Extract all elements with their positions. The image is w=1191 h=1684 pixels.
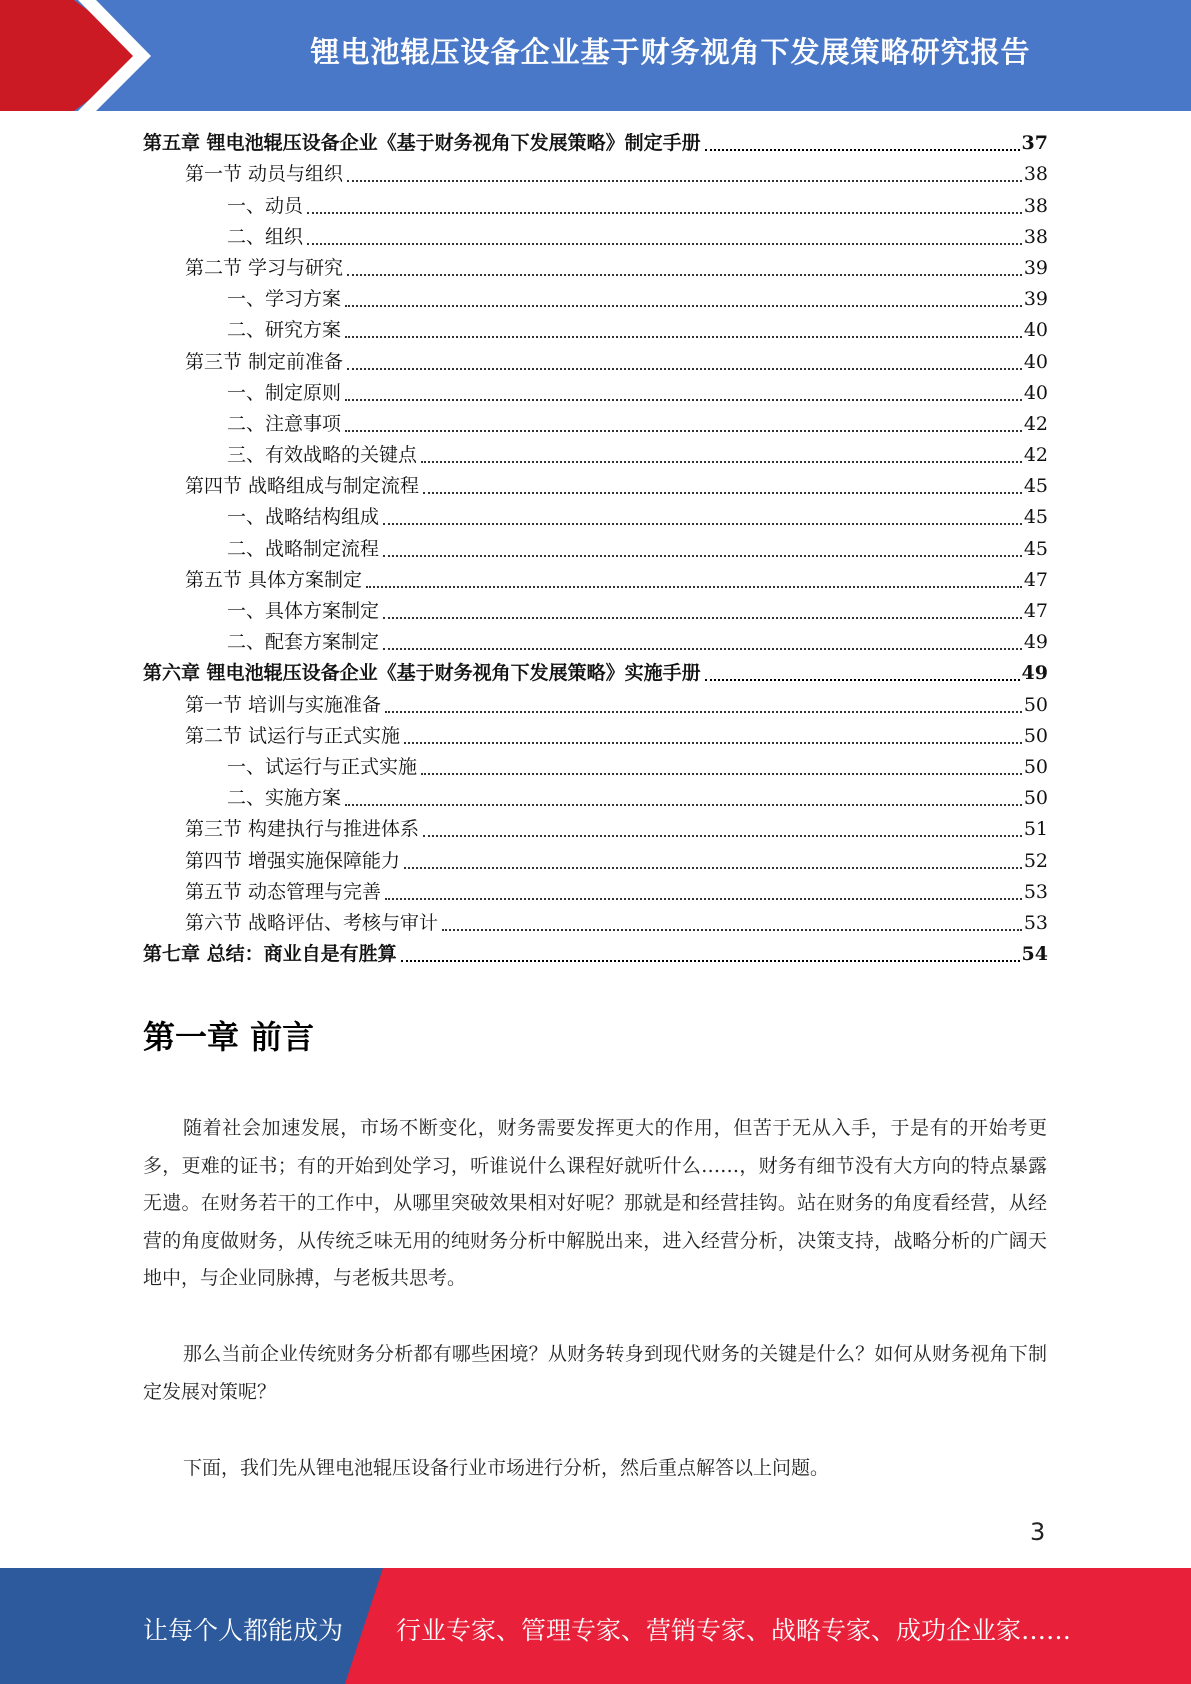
toc-entry-page: 47 [1023,568,1048,591]
toc-entry-page: 42 [1023,444,1048,467]
toc-entry-page: 49 [1023,631,1048,654]
toc-dot-leader [345,399,1022,401]
toc-entry-page: 45 [1023,506,1048,529]
table-of-contents [143,128,1048,970]
toc-entry[interactable] [143,908,1048,939]
toc-dot-leader [385,711,1022,713]
toc-entry[interactable] [143,877,1048,908]
footer-slogan-right: 行业专家、管理专家、营销专家、战略专家、成功企业家…… [396,1616,1072,1645]
toc-entry[interactable] [143,315,1048,346]
toc-entry[interactable] [143,440,1048,471]
toc-entry-title: 第二节 学习与研究 [185,256,344,279]
page-footer [0,1568,1191,1684]
toc-dot-leader [705,679,1020,681]
toc-entry[interactable] [143,814,1048,845]
toc-dot-leader [347,274,1022,276]
toc-entry-page: 38 [1023,194,1048,217]
toc-dot-leader [307,243,1022,245]
toc-entry[interactable] [143,128,1048,159]
toc-entry[interactable] [143,222,1048,253]
intro-paragraph-1: 随着社会加速发展，市场不断变化，财务需要发挥更大的作用，但苦于无从入手，于是有的开始考更多，更难的证书；有的开始到处学习，听谁说什么课程好就听什么……，财务有细节没有大方向的特点暴露无遗。在财务若干的工作中，从哪里突破效果相对好呢？那就是和经营挂钩。站在财务的角度看经营，从经营的角度做财务，从传统乏味无用的纯财务分析中解脱出来，进入经营分析，决策支持，战略分析的广阔天地中，与企业同脉搏，与老板共思考。 [143,1117,1047,1289]
toc-entry-page: 37 [1021,132,1048,155]
toc-entry-page: 53 [1023,911,1048,934]
toc-entry-title: 第六章 锂电池辊压设备企业《基于财务视角下发展策略》实施手册 [143,662,701,685]
toc-entry-title: 第七章 总结：商业自是有胜算 [143,943,397,966]
toc-entry-title: 第五章 锂电池辊压设备企业《基于财务视角下发展策略》制定手册 [143,132,701,155]
toc-entry-title: 二、实施方案 [227,787,342,810]
toc-entry[interactable] [143,378,1048,409]
toc-entry-title: 第一节 动员与组织 [185,163,344,186]
toc-dot-leader [442,929,1022,931]
toc-entry[interactable] [143,284,1048,315]
toc-entry-page: 47 [1023,600,1048,622]
toc-dot-leader [421,773,1022,775]
toc-entry-title: 二、研究方案 [227,319,342,342]
toc-entry-title: 一、学习方案 [227,288,342,311]
toc-dot-leader [423,492,1022,494]
toc-entry-page: 45 [1023,475,1048,498]
toc-dot-leader [401,960,1020,962]
toc-entry[interactable] [143,721,1048,752]
toc-entry-title: 第三节 构建执行与推进体系 [185,818,420,841]
page-number: 3 [1030,1518,1046,1546]
toc-dot-leader [366,586,1022,588]
header-title: 锂电池辊压设备企业基于财务视角下发展策略研究报告 [310,35,1031,69]
toc-entry-page: 50 [1023,724,1048,747]
toc-dot-leader [385,898,1022,900]
toc-entry[interactable] [143,939,1048,970]
toc-entry[interactable] [143,596,1048,627]
toc-entry[interactable] [143,409,1048,440]
intro-paragraph-3: 下面，我们先从锂电池辊压设备行业市场进行分析，然后重点解答以上问题。 [183,1457,830,1479]
toc-dot-leader [421,461,1022,463]
toc-entry-page: 38 [1023,163,1048,186]
intro-paragraph-2: 那么当前企业传统财务分析都有哪些困境？从财务转身到现代财务的关键是什么？如何从财务视角下制定发展对策呢？ [143,1343,1047,1403]
toc-dot-leader [383,555,1022,557]
toc-dot-leader [345,804,1022,806]
toc-entry[interactable] [143,502,1048,533]
toc-entry-page: 39 [1023,256,1048,279]
toc-entry-page: 54 [1021,943,1048,966]
toc-entry[interactable] [143,627,1048,658]
toc-entry[interactable] [143,253,1048,284]
toc-entry-title: 第三节 制定前准备 [185,350,344,373]
toc-entry-page: 39 [1023,288,1048,311]
chapter-title: 第一章 前言 [143,1018,315,1056]
toc-entry-title: 一、试运行与正式实施 [227,755,418,778]
toc-dot-leader [705,149,1020,151]
toc-entry-title: 二、注意事项 [227,412,342,435]
toc-dot-leader [383,648,1022,650]
toc-entry-title: 第四节 战略组成与制定流程 [185,475,420,498]
toc-entry-page: 42 [1023,412,1048,435]
toc-entry[interactable] [143,346,1048,377]
toc-entry-page: 45 [1023,537,1048,560]
toc-entry[interactable] [143,845,1048,876]
toc-entry-title: 第五节 具体方案制定 [185,568,363,591]
toc-entry-page: 51 [1023,818,1048,841]
toc-entry[interactable] [143,159,1048,190]
toc-entry-title: 一、具体方案制定 [227,600,380,622]
toc-entry-title: 一、动员 [227,194,304,217]
toc-entry-page: 50 [1023,787,1048,810]
toc-entry-title: 第六节 战略评估、考核与审计 [185,911,439,934]
toc-entry-page: 50 [1023,693,1048,716]
toc-dot-leader [347,368,1022,370]
toc-entry[interactable] [143,565,1048,596]
toc-entry-page: 40 [1023,319,1048,342]
toc-entry[interactable] [143,658,1048,689]
toc-entry[interactable] [143,533,1048,564]
toc-entry-page: 50 [1023,755,1048,778]
toc-entry[interactable] [143,689,1048,720]
toc-entry-title: 二、组织 [227,225,304,248]
toc-entry-title: 第二节 试运行与正式实施 [185,724,401,747]
toc-entry-title: 三、有效战略的关键点 [227,444,418,467]
toc-dot-leader [347,180,1022,182]
toc-entry-title: 一、制定原则 [227,381,342,404]
toc-entry-title: 二、战略制定流程 [227,537,380,560]
toc-entry-page: 40 [1023,350,1048,373]
toc-entry-title: 一、战略结构组成 [227,506,380,529]
toc-dot-leader [383,617,1022,619]
toc-dot-leader [404,742,1022,744]
toc-entry-title: 第四节 增强实施保障能力 [185,849,401,872]
toc-entry-page: 49 [1021,662,1048,685]
toc-dot-leader [423,835,1022,837]
toc-dot-leader [404,867,1022,869]
toc-entry[interactable] [143,752,1048,783]
toc-entry-title: 二、配套方案制定 [227,631,380,654]
toc-entry[interactable] [143,471,1048,502]
toc-entry-page: 53 [1023,880,1048,903]
footer-slogan-left: 让每个人都能成为 [143,1616,344,1645]
toc-entry[interactable] [143,783,1048,814]
toc-entry-page: 40 [1023,381,1048,404]
toc-entry-title: 第五节 动态管理与完善 [185,880,382,903]
toc-entry-title: 第一节 培训与实施准备 [185,693,382,716]
toc-dot-leader [345,430,1022,432]
page-header [0,0,1191,111]
toc-entry[interactable] [143,190,1048,221]
toc-dot-leader [383,523,1022,525]
toc-dot-leader [345,336,1022,338]
toc-dot-leader [345,305,1022,307]
toc-entry-page: 52 [1023,849,1048,872]
toc-dot-leader [307,212,1022,214]
toc-entry-page: 38 [1023,225,1048,248]
